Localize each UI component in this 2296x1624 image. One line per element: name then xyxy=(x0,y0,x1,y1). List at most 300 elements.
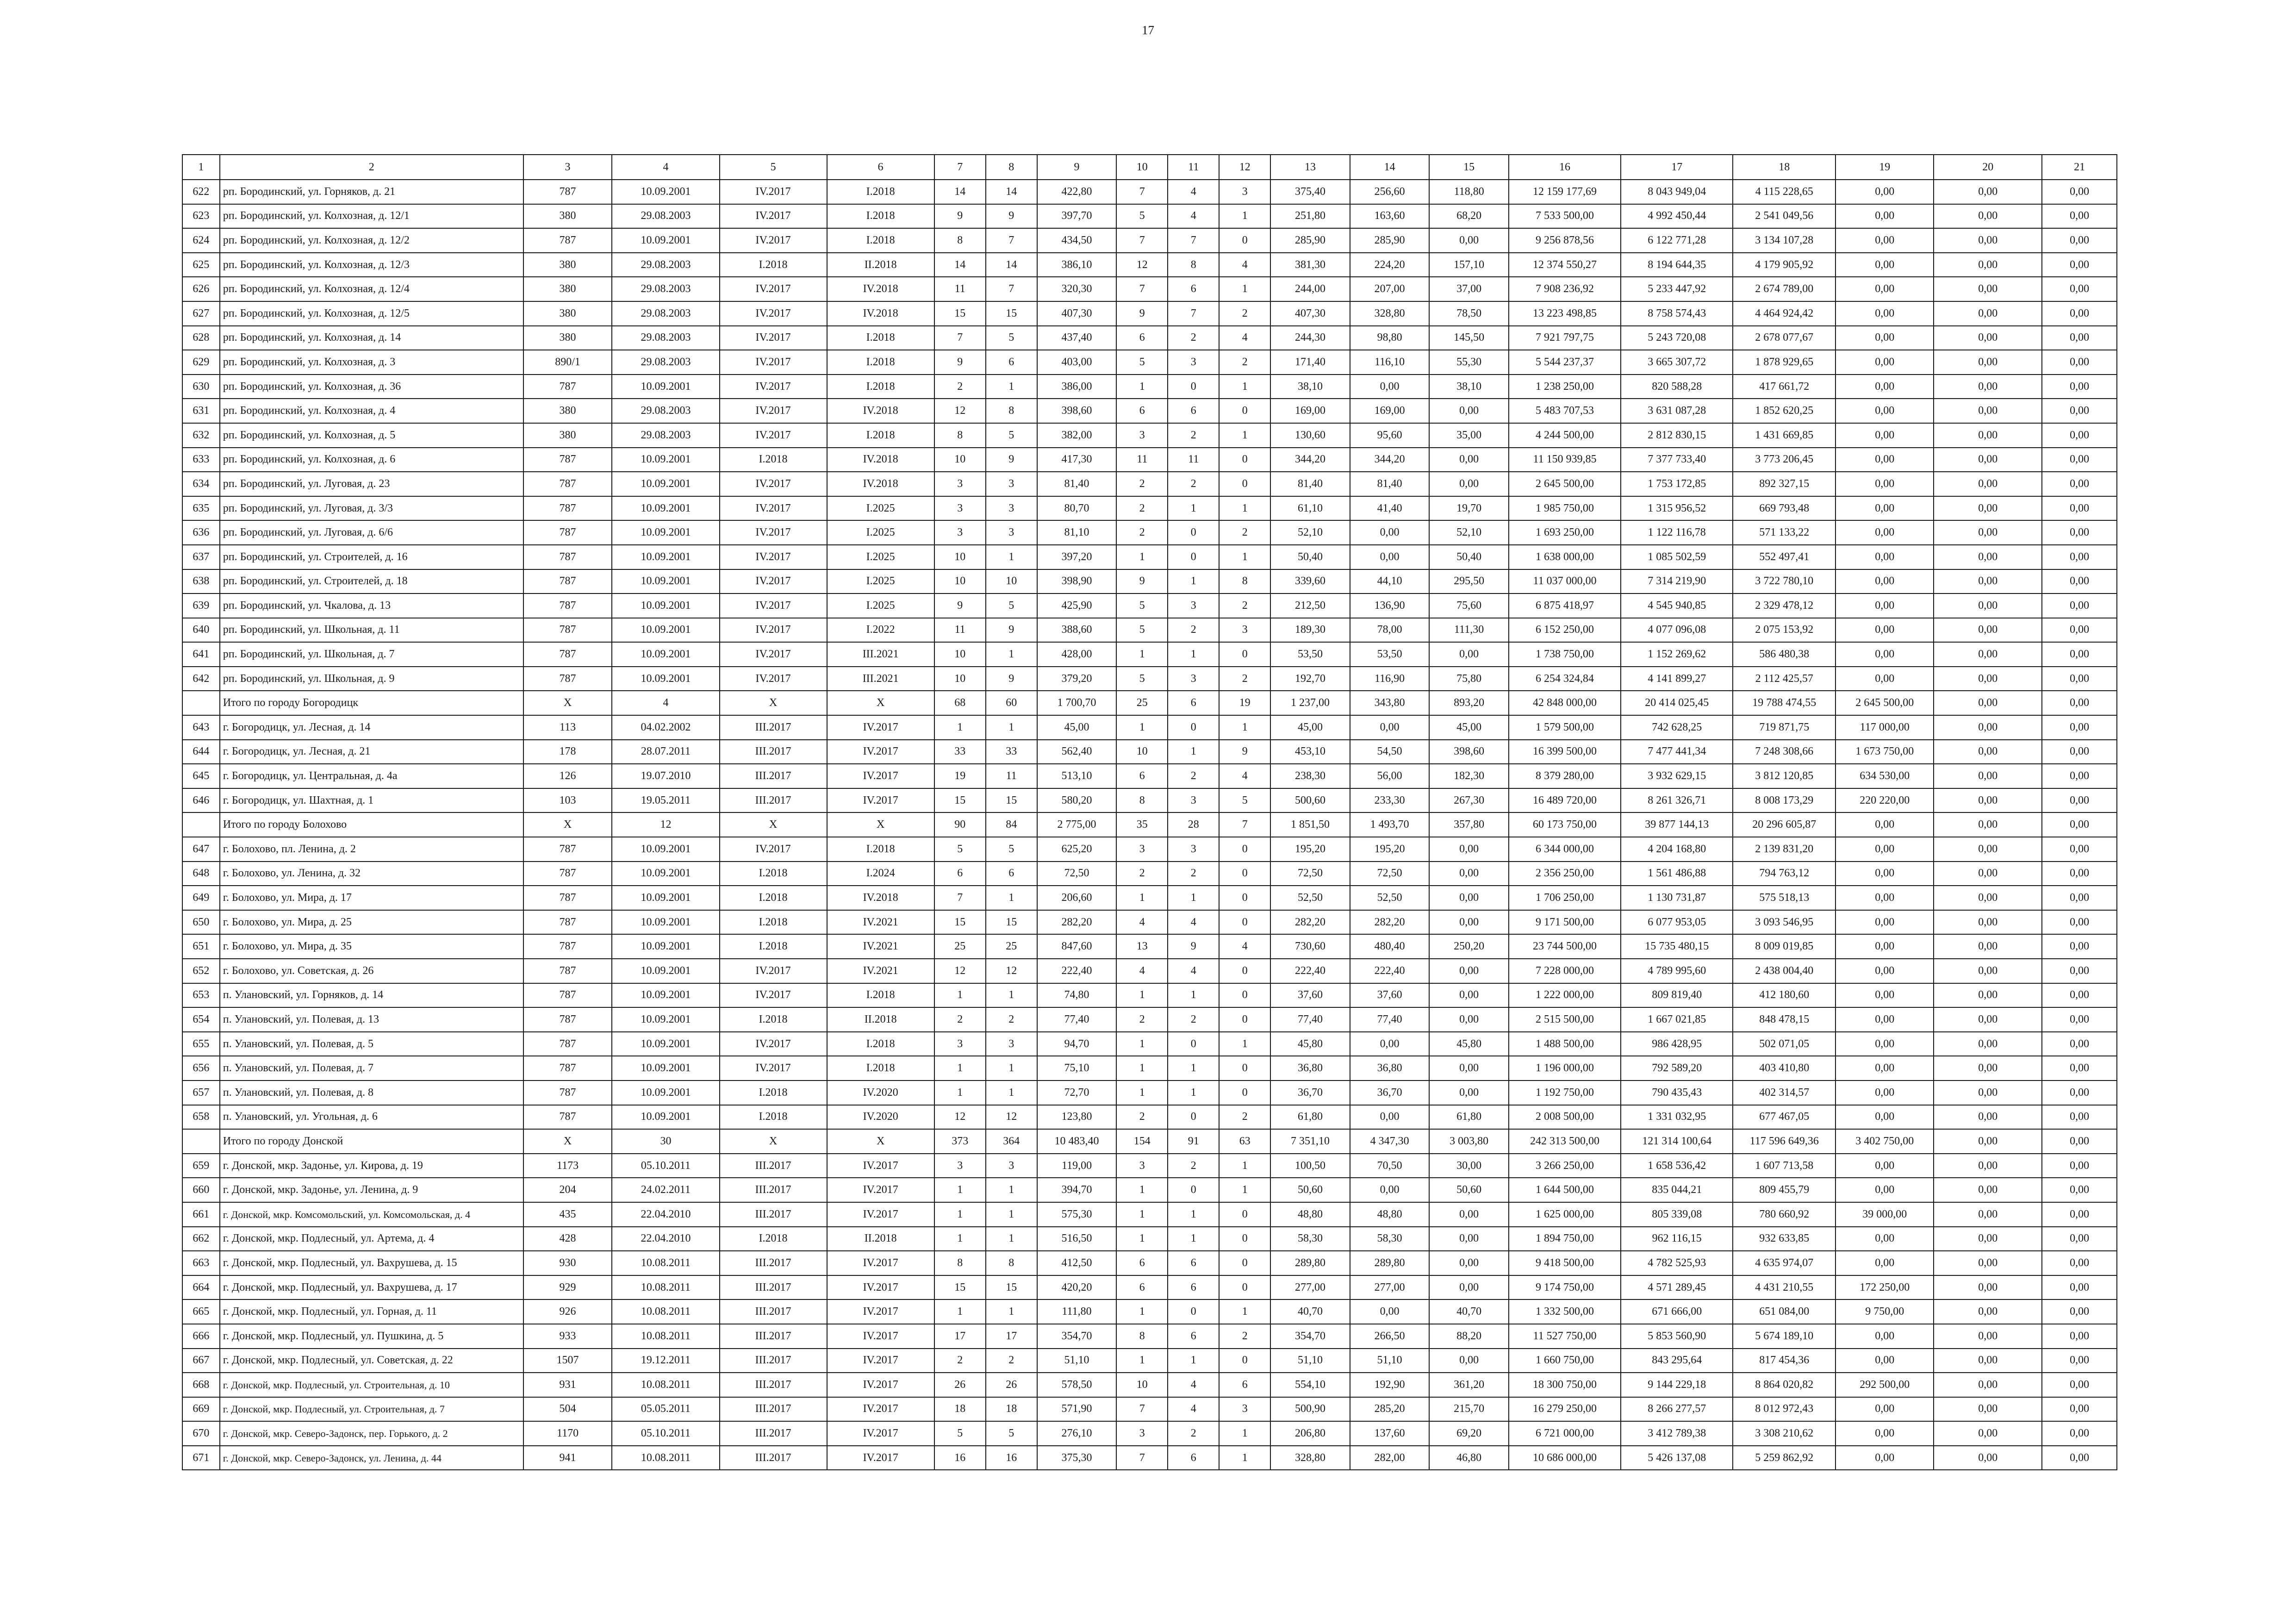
cell-cost-fund: 1 331 032,95 xyxy=(1621,1105,1733,1130)
cell-doc-number: 787 xyxy=(523,983,612,1008)
cell-doc-number: 787 xyxy=(523,180,612,204)
cell-residents-count: 2 xyxy=(934,1349,986,1373)
cell-rooms-total: 12 xyxy=(1116,253,1168,277)
cell-cost-other: 0,00 xyxy=(2042,520,2117,545)
cell-row-number: 625 xyxy=(182,253,220,277)
cell-rooms-municipal: 0 xyxy=(1219,1227,1270,1251)
cell-doc-number: 126 xyxy=(523,764,612,788)
cell-cost-extra: 0,00 xyxy=(1934,277,2042,301)
cell-area-municipal: 398,60 xyxy=(1429,740,1509,764)
cell-cost-fund: 6 077 953,05 xyxy=(1621,910,1733,935)
cell-plan-end: IV.2017 xyxy=(827,1349,934,1373)
table-row xyxy=(182,1421,2117,1446)
cell-plan-start: IV.2017 xyxy=(720,301,827,326)
cell-cost-fund: 20 414 025,45 xyxy=(1621,691,1733,715)
cell-plan-start: IV.2017 xyxy=(720,545,827,569)
cell-doc-number: 787 xyxy=(523,667,612,691)
cell-plan-end: I.2025 xyxy=(827,520,934,545)
cell-rooms-private: 6 xyxy=(1168,277,1219,301)
cell-area-private: 480,40 xyxy=(1350,934,1430,959)
cell-area-private: 78,00 xyxy=(1350,618,1430,643)
cell-total-area: 562,40 xyxy=(1037,740,1117,764)
cell-address: рп. Бородинский, ул. Колхозная, д. 3 xyxy=(220,350,523,375)
cell-area-relocated: 289,80 xyxy=(1270,1251,1350,1275)
cell-rooms-private: 2 xyxy=(1168,1154,1219,1178)
cell-plan-start: IV.2017 xyxy=(720,667,827,691)
cell-plan-start: IV.2017 xyxy=(720,618,827,643)
cell-area-relocated: 77,40 xyxy=(1270,1007,1350,1032)
cell-residents-count: 1 xyxy=(934,1202,986,1227)
cell-residents-count: 17 xyxy=(934,1324,986,1349)
cell-cost-fund: 671 666,00 xyxy=(1621,1299,1733,1324)
cell-doc-date: 19.07.2010 xyxy=(612,764,719,788)
cell-plan-end: IV.2017 xyxy=(827,1446,934,1470)
cell-residents-count: 5 xyxy=(934,837,986,862)
cell-area-relocated: 282,20 xyxy=(1270,910,1350,935)
cell-area-municipal: 0,00 xyxy=(1429,1227,1509,1251)
cell-rooms-municipal: 4 xyxy=(1219,934,1270,959)
cell-plan-start: IV.2017 xyxy=(720,472,827,496)
cell-rooms-municipal: 1 xyxy=(1219,1421,1270,1446)
cell-total-area: 437,40 xyxy=(1037,326,1117,350)
cell-doc-date: 29.08.2003 xyxy=(612,277,719,301)
cell-cost-other: 0,00 xyxy=(2042,691,2117,715)
cell-total-area: 81,10 xyxy=(1037,520,1117,545)
cell-area-municipal: 0,00 xyxy=(1429,862,1509,886)
cell-area-relocated: 48,80 xyxy=(1270,1202,1350,1227)
cell-total-area: 516,50 xyxy=(1037,1227,1117,1251)
cell-area-municipal: 52,10 xyxy=(1429,520,1509,545)
cell-cost-extra: 0,00 xyxy=(1934,520,2042,545)
cell-cost-fund: 820 588,28 xyxy=(1621,375,1733,399)
cell-address: г. Донской, мкр. Комсомольский, ул. Комсомольская, д. 4 xyxy=(220,1202,523,1227)
column-number-plan-end: 6 xyxy=(827,155,934,180)
cell-row-number: 622 xyxy=(182,180,220,204)
cell-doc-date: 22.04.2010 xyxy=(612,1202,719,1227)
cell-area-relocated: 36,70 xyxy=(1270,1081,1350,1105)
cell-doc-date: 19.12.2011 xyxy=(612,1349,719,1373)
cell-row-number: 661 xyxy=(182,1202,220,1227)
cell-address: рп. Бородинский, ул. Колхозная, д. 36 xyxy=(220,375,523,399)
cell-total-cost: 6 254 324,84 xyxy=(1509,667,1621,691)
cell-row-number: 630 xyxy=(182,375,220,399)
cell-total-area: 578,50 xyxy=(1037,1373,1117,1397)
cell-cost-extra: 0,00 xyxy=(1934,399,2042,423)
cell-cost-fund: 843 295,64 xyxy=(1621,1349,1733,1373)
cell-plan-end: IV.2021 xyxy=(827,959,934,983)
cell-plan-start: IV.2017 xyxy=(720,496,827,521)
cell-total-cost: 42 848 000,00 xyxy=(1509,691,1621,715)
cell-total-cost: 10 686 000,00 xyxy=(1509,1446,1621,1470)
cell-cost-region: 117 596 649,36 xyxy=(1733,1129,1836,1154)
cell-total-area: 625,20 xyxy=(1037,837,1117,862)
cell-area-private: 52,50 xyxy=(1350,886,1430,910)
cell-area-private: 282,20 xyxy=(1350,910,1430,935)
cell-rooms-municipal: 1 xyxy=(1219,496,1270,521)
cell-cost-region: 2 438 004,40 xyxy=(1733,959,1836,983)
cell-rooms-total: 35 xyxy=(1116,812,1168,837)
cell-area-private: 195,20 xyxy=(1350,837,1430,862)
cell-plan-start: III.2017 xyxy=(720,1421,827,1446)
cell-cost-fund: 6 122 771,28 xyxy=(1621,228,1733,253)
cell-cost-local: 117 000,00 xyxy=(1836,715,1934,740)
cell-cost-fund: 962 116,15 xyxy=(1621,1227,1733,1251)
cell-rooms-municipal: 4 xyxy=(1219,253,1270,277)
cell-plan-start: IV.2017 xyxy=(720,180,827,204)
cell-cost-extra: 0,00 xyxy=(1934,545,2042,569)
cell-residents-relocated: 5 xyxy=(986,1421,1037,1446)
cell-area-municipal: 35,00 xyxy=(1429,423,1509,448)
cell-rooms-private: 6 xyxy=(1168,399,1219,423)
cell-plan-end: IV.2017 xyxy=(827,788,934,813)
cell-doc-number: 1170 xyxy=(523,1421,612,1446)
cell-total-area: 74,80 xyxy=(1037,983,1117,1008)
cell-cost-other: 0,00 xyxy=(2042,1251,2117,1275)
cell-rooms-private: 1 xyxy=(1168,1056,1219,1081)
cell-cost-region: 402 314,57 xyxy=(1733,1081,1836,1105)
cell-doc-number: 787 xyxy=(523,448,612,472)
cell-residents-relocated: 5 xyxy=(986,837,1037,862)
cell-cost-extra: 0,00 xyxy=(1934,642,2042,667)
cell-rooms-municipal: 2 xyxy=(1219,301,1270,326)
cell-rooms-total: 2 xyxy=(1116,862,1168,886)
cell-cost-region: 575 518,13 xyxy=(1733,886,1836,910)
cell-rooms-total: 3 xyxy=(1116,1154,1168,1178)
cell-rooms-private: 2 xyxy=(1168,764,1219,788)
cell-plan-end: IV.2017 xyxy=(827,1324,934,1349)
cell-plan-end: II.2018 xyxy=(827,1227,934,1251)
cell-residents-count: 7 xyxy=(934,886,986,910)
cell-cost-local: 0,00 xyxy=(1836,520,1934,545)
cell-area-relocated: 58,30 xyxy=(1270,1227,1350,1251)
table-row xyxy=(182,326,2117,350)
cell-area-private: 36,80 xyxy=(1350,1056,1430,1081)
table-row xyxy=(182,1105,2117,1130)
cell-plan-end: I.2018 xyxy=(827,326,934,350)
cell-area-private: 224,20 xyxy=(1350,253,1430,277)
cell-cost-local: 0,00 xyxy=(1836,910,1934,935)
cell-total-cost: 7 908 236,92 xyxy=(1509,277,1621,301)
cell-rooms-total: 10 xyxy=(1116,740,1168,764)
cell-cost-other: 0,00 xyxy=(2042,618,2117,643)
cell-cost-region: 794 763,12 xyxy=(1733,862,1836,886)
cell-row-number: 654 xyxy=(182,1007,220,1032)
cell-plan-start: IV.2017 xyxy=(720,1032,827,1056)
cell-cost-other: 0,00 xyxy=(2042,1446,2117,1470)
cell-area-municipal: 50,60 xyxy=(1429,1178,1509,1202)
cell-address: рп. Бородинский, ул. Школьная, д. 7 xyxy=(220,642,523,667)
cell-residents-relocated: 2 xyxy=(986,1007,1037,1032)
cell-doc-number: 787 xyxy=(523,1007,612,1032)
cell-plan-end: III.2021 xyxy=(827,667,934,691)
table-row xyxy=(182,496,2117,521)
column-number-rooms-municipal: 12 xyxy=(1219,155,1270,180)
cell-cost-local: 0,00 xyxy=(1836,1349,1934,1373)
cell-area-private: 266,50 xyxy=(1350,1324,1430,1349)
cell-area-private: 77,40 xyxy=(1350,1007,1430,1032)
cell-plan-start: I.2018 xyxy=(720,1007,827,1032)
cell-rooms-private: 6 xyxy=(1168,691,1219,715)
cell-rooms-total: 6 xyxy=(1116,1275,1168,1300)
cell-address: рп. Бородинский, ул. Колхозная, д. 12/4 xyxy=(220,277,523,301)
cell-cost-local: 0,00 xyxy=(1836,545,1934,569)
cell-total-cost: 23 744 500,00 xyxy=(1509,934,1621,959)
cell-row-number: 662 xyxy=(182,1227,220,1251)
cell-doc-number: 380 xyxy=(523,399,612,423)
cell-cost-extra: 0,00 xyxy=(1934,812,2042,837)
cell-cost-region: 780 660,92 xyxy=(1733,1202,1836,1227)
cell-rooms-total: 5 xyxy=(1116,204,1168,229)
cell-cost-region: 1 431 669,85 xyxy=(1733,423,1836,448)
cell-doc-number: 178 xyxy=(523,740,612,764)
cell-area-relocated: 407,30 xyxy=(1270,301,1350,326)
table-row xyxy=(182,423,2117,448)
cell-rooms-private: 4 xyxy=(1168,204,1219,229)
cell-doc-date: 10.09.2001 xyxy=(612,472,719,496)
cell-cost-local: 0,00 xyxy=(1836,1105,1934,1130)
cell-residents-relocated: 60 xyxy=(986,691,1037,715)
table-row xyxy=(182,301,2117,326)
cell-cost-fund: 805 339,08 xyxy=(1621,1202,1733,1227)
cell-total-cost: 11 527 750,00 xyxy=(1509,1324,1621,1349)
cell-address: г. Донской, мкр. Подлесный, ул. Горная, д. 11 xyxy=(220,1299,523,1324)
cell-cost-other: 0,00 xyxy=(2042,715,2117,740)
cell-cost-fund: 7 314 219,90 xyxy=(1621,569,1733,594)
cell-rooms-municipal: 7 xyxy=(1219,812,1270,837)
cell-residents-relocated: 3 xyxy=(986,472,1037,496)
table-row xyxy=(182,764,2117,788)
cell-cost-fund: 8 758 574,43 xyxy=(1621,301,1733,326)
cell-address: г. Богородицк, ул. Лесная, д. 14 xyxy=(220,715,523,740)
cell-rooms-total: 1 xyxy=(1116,1056,1168,1081)
cell-area-private: 36,70 xyxy=(1350,1081,1430,1105)
cell-residents-count: 9 xyxy=(934,593,986,618)
table-row xyxy=(182,837,2117,862)
cell-area-municipal: 46,80 xyxy=(1429,1446,1509,1470)
cell-cost-region: 669 793,48 xyxy=(1733,496,1836,521)
cell-rooms-private: 7 xyxy=(1168,301,1219,326)
cell-total-area: 382,00 xyxy=(1037,423,1117,448)
cell-area-municipal: 215,70 xyxy=(1429,1397,1509,1422)
cell-area-municipal: 75,60 xyxy=(1429,593,1509,618)
cell-rooms-municipal: 0 xyxy=(1219,1202,1270,1227)
cell-doc-number: 1507 xyxy=(523,1349,612,1373)
cell-area-municipal: 50,40 xyxy=(1429,545,1509,569)
cell-residents-count: 8 xyxy=(934,1251,986,1275)
cell-cost-region: 3 134 107,28 xyxy=(1733,228,1836,253)
cell-rooms-municipal: 0 xyxy=(1219,862,1270,886)
cell-cost-other: 0,00 xyxy=(2042,496,2117,521)
cell-plan-end: IV.2017 xyxy=(827,1178,934,1202)
cell-area-relocated: 192,70 xyxy=(1270,667,1350,691)
cell-residents-count: 18 xyxy=(934,1397,986,1422)
cell-doc-number: 787 xyxy=(523,1056,612,1081)
cell-cost-other: 0,00 xyxy=(2042,1129,2117,1154)
cell-area-private: 116,10 xyxy=(1350,350,1430,375)
cell-residents-count: 3 xyxy=(934,1154,986,1178)
cell-area-municipal: 0,00 xyxy=(1429,1275,1509,1300)
cell-cost-local: 0,00 xyxy=(1836,326,1934,350)
cell-rooms-private: 2 xyxy=(1168,618,1219,643)
cell-total-area: 425,90 xyxy=(1037,593,1117,618)
cell-residents-relocated: 1 xyxy=(986,375,1037,399)
cell-area-relocated: 354,70 xyxy=(1270,1324,1350,1349)
cell-residents-relocated: 6 xyxy=(986,350,1037,375)
cell-cost-region: 8 012 972,43 xyxy=(1733,1397,1836,1422)
cell-rooms-total: 9 xyxy=(1116,569,1168,594)
cell-rooms-total: 1 xyxy=(1116,1178,1168,1202)
cell-cost-fund: 1 561 486,88 xyxy=(1621,862,1733,886)
cell-plan-start: IV.2017 xyxy=(720,326,827,350)
cell-area-relocated: 1 851,50 xyxy=(1270,812,1350,837)
cell-doc-date: 30 xyxy=(612,1129,719,1154)
cell-plan-end: IV.2018 xyxy=(827,886,934,910)
cell-cost-region: 2 329 478,12 xyxy=(1733,593,1836,618)
cell-plan-start: III.2017 xyxy=(720,1349,827,1373)
cell-rooms-municipal: 1 xyxy=(1219,1446,1270,1470)
cell-doc-number: 787 xyxy=(523,934,612,959)
cell-doc-date: 10.08.2011 xyxy=(612,1324,719,1349)
cell-cost-fund: 1 122 116,78 xyxy=(1621,520,1733,545)
cell-rooms-total: 1 xyxy=(1116,715,1168,740)
cell-cost-other: 0,00 xyxy=(2042,812,2117,837)
cell-residents-count: 1 xyxy=(934,1299,986,1324)
cell-plan-start: IV.2017 xyxy=(720,204,827,229)
cell-residents-relocated: 15 xyxy=(986,788,1037,813)
cell-total-area: 75,10 xyxy=(1037,1056,1117,1081)
cell-row-number: 634 xyxy=(182,472,220,496)
cell-cost-local: 0,00 xyxy=(1836,375,1934,399)
cell-doc-number: 787 xyxy=(523,472,612,496)
table-row xyxy=(182,520,2117,545)
table-row xyxy=(182,788,2117,813)
cell-area-relocated: 500,90 xyxy=(1270,1397,1350,1422)
cell-rooms-private: 2 xyxy=(1168,326,1219,350)
cell-residents-relocated: 364 xyxy=(986,1129,1037,1154)
cell-residents-count: 16 xyxy=(934,1446,986,1470)
cell-address: г. Болохово, ул. Ленина, д. 32 xyxy=(220,862,523,886)
cell-plan-start: IV.2017 xyxy=(720,837,827,862)
cell-plan-end: IV.2018 xyxy=(827,277,934,301)
column-number-area-relocated: 13 xyxy=(1270,155,1350,180)
cell-doc-date: 10.09.2001 xyxy=(612,545,719,569)
cell-doc-number: 930 xyxy=(523,1251,612,1275)
cell-area-relocated: 45,00 xyxy=(1270,715,1350,740)
cell-rooms-total: 7 xyxy=(1116,277,1168,301)
cell-plan-end: I.2022 xyxy=(827,618,934,643)
cell-rooms-municipal: 1 xyxy=(1219,1178,1270,1202)
cell-area-municipal: 0,00 xyxy=(1429,1349,1509,1373)
cell-area-municipal: 45,00 xyxy=(1429,715,1509,740)
cell-plan-end: IV.2021 xyxy=(827,934,934,959)
subtotal-row xyxy=(182,812,2117,837)
cell-address: г. Донской, мкр. Северо-Задонск, ул. Ленина, д. 44 xyxy=(220,1446,523,1470)
cell-area-private: 233,30 xyxy=(1350,788,1430,813)
cell-doc-number: 933 xyxy=(523,1324,612,1349)
cell-doc-date: 10.09.2001 xyxy=(612,180,719,204)
cell-rooms-municipal: 3 xyxy=(1219,180,1270,204)
cell-rooms-total: 4 xyxy=(1116,910,1168,935)
cell-doc-date: 10.09.2001 xyxy=(612,1105,719,1130)
table-row xyxy=(182,1056,2117,1081)
cell-rooms-municipal: 1 xyxy=(1219,715,1270,740)
cell-plan-end: I.2025 xyxy=(827,545,934,569)
cell-doc-number: 787 xyxy=(523,375,612,399)
cell-plan-start: IV.2017 xyxy=(720,399,827,423)
cell-cost-other: 0,00 xyxy=(2042,472,2117,496)
cell-residents-count: 10 xyxy=(934,448,986,472)
cell-cost-region: 3 093 546,95 xyxy=(1733,910,1836,935)
cell-residents-relocated: 8 xyxy=(986,399,1037,423)
cell-area-relocated: 45,80 xyxy=(1270,1032,1350,1056)
cell-area-municipal: 0,00 xyxy=(1429,448,1509,472)
cell-cost-fund: 3 631 087,28 xyxy=(1621,399,1733,423)
cell-cost-other: 0,00 xyxy=(2042,934,2117,959)
cell-doc-number: 787 xyxy=(523,228,612,253)
cell-rooms-private: 6 xyxy=(1168,1446,1219,1470)
cell-plan-end: I.2018 xyxy=(827,180,934,204)
cell-cost-fund: 1 152 269,62 xyxy=(1621,642,1733,667)
cell-area-relocated: 52,10 xyxy=(1270,520,1350,545)
cell-residents-relocated: 6 xyxy=(986,862,1037,886)
cell-residents-count: 3 xyxy=(934,496,986,521)
cell-rooms-total: 9 xyxy=(1116,301,1168,326)
cell-cost-extra: 0,00 xyxy=(1934,1202,2042,1227)
cell-doc-date: 29.08.2003 xyxy=(612,350,719,375)
cell-rooms-private: 1 xyxy=(1168,642,1219,667)
cell-total-area: 847,60 xyxy=(1037,934,1117,959)
cell-doc-date: 24.02.2011 xyxy=(612,1178,719,1202)
cell-residents-count: 373 xyxy=(934,1129,986,1154)
cell-cost-other: 0,00 xyxy=(2042,375,2117,399)
cell-plan-start: IV.2017 xyxy=(720,569,827,594)
cell-total-cost: 1 488 500,00 xyxy=(1509,1032,1621,1056)
cell-doc-date: 29.08.2003 xyxy=(612,204,719,229)
cell-rooms-private: 0 xyxy=(1168,715,1219,740)
cell-rooms-municipal: 0 xyxy=(1219,910,1270,935)
cell-cost-fund: 3 412 789,38 xyxy=(1621,1421,1733,1446)
cell-doc-date: 05.05.2011 xyxy=(612,1397,719,1422)
cell-total-area: 388,60 xyxy=(1037,618,1117,643)
cell-area-relocated: 51,10 xyxy=(1270,1349,1350,1373)
cell-rooms-total: 1 xyxy=(1116,545,1168,569)
cell-residents-count: 14 xyxy=(934,253,986,277)
cell-cost-extra: 0,00 xyxy=(1934,423,2042,448)
cell-area-municipal: 0,00 xyxy=(1429,910,1509,935)
cell-area-relocated: 171,40 xyxy=(1270,350,1350,375)
cell-total-area: 398,90 xyxy=(1037,569,1117,594)
cell-cost-extra: 0,00 xyxy=(1934,180,2042,204)
cell-total-area: 72,50 xyxy=(1037,862,1117,886)
cell-doc-date: 4 xyxy=(612,691,719,715)
cell-rooms-municipal: 1 xyxy=(1219,277,1270,301)
cell-area-relocated: 453,10 xyxy=(1270,740,1350,764)
cell-area-private: 0,00 xyxy=(1350,545,1430,569)
cell-rooms-municipal: 63 xyxy=(1219,1129,1270,1154)
cell-rooms-total: 7 xyxy=(1116,228,1168,253)
cell-total-area: 354,70 xyxy=(1037,1324,1117,1349)
cell-doc-date: 10.09.2001 xyxy=(612,1032,719,1056)
cell-area-municipal: 0,00 xyxy=(1429,1081,1509,1105)
cell-rooms-municipal: 6 xyxy=(1219,1373,1270,1397)
cell-rooms-private: 91 xyxy=(1168,1129,1219,1154)
cell-area-municipal: 19,70 xyxy=(1429,496,1509,521)
cell-area-relocated: 244,30 xyxy=(1270,326,1350,350)
cell-residents-relocated: 15 xyxy=(986,1275,1037,1300)
table-row xyxy=(182,1081,2117,1105)
cell-residents-count: 1 xyxy=(934,1178,986,1202)
cell-doc-date: 10.09.2001 xyxy=(612,520,719,545)
